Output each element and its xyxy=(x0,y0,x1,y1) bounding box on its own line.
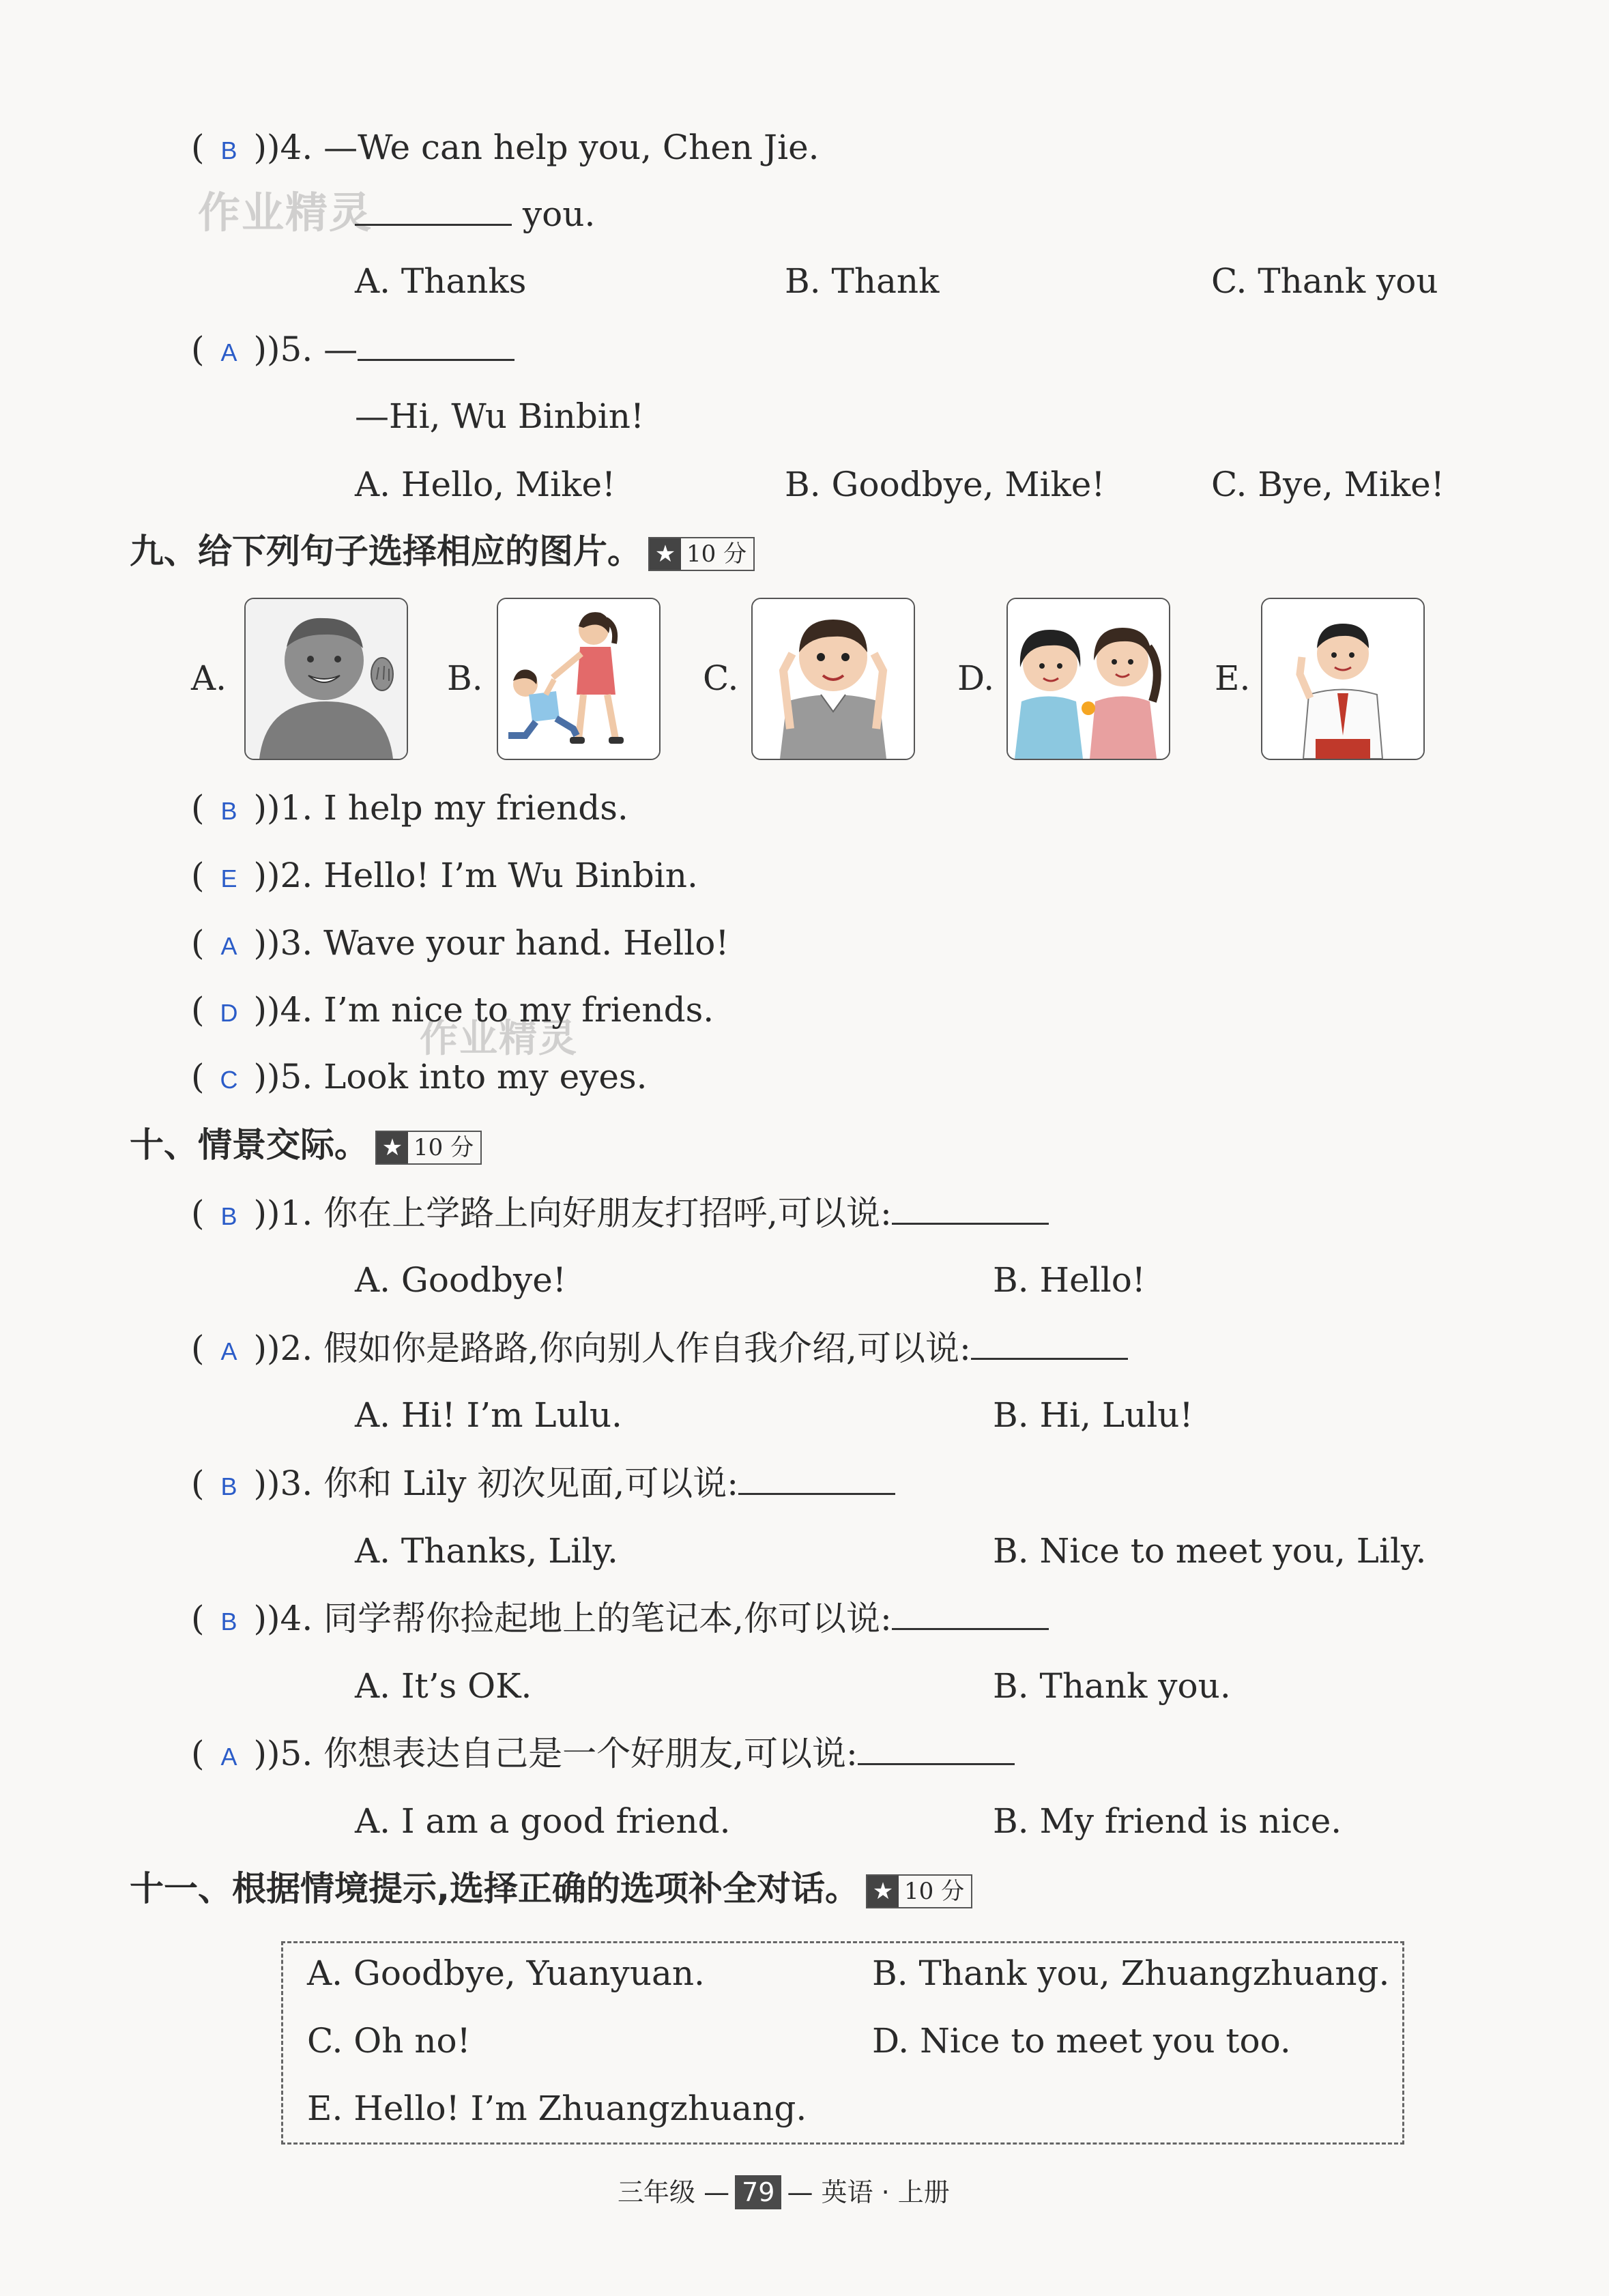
option-c: C. Bye, Mike! xyxy=(1211,465,1445,504)
score-badge: ★ 10 分 xyxy=(648,537,755,571)
option-b: B. Thank you. xyxy=(993,1666,1231,1706)
option-b: B. Thank xyxy=(785,261,940,301)
question-row: ( A ))5. — xyxy=(191,329,514,373)
question-text: you. xyxy=(512,194,596,234)
question-number: )5. xyxy=(267,1734,313,1773)
option-c: C. Thank you xyxy=(1211,261,1438,301)
watermark: 作业精灵 xyxy=(198,188,373,237)
answer-mark: B xyxy=(220,1608,237,1636)
picture-a-waving-boy xyxy=(244,598,408,760)
answer-blank xyxy=(355,197,512,226)
option-b: B. Nice to meet you, Lily. xyxy=(993,1531,1427,1571)
question-number: )4. xyxy=(267,1599,313,1638)
question-text: 你和 Lily 初次见面,可以说: xyxy=(323,1464,739,1503)
page-number: 79 xyxy=(735,2175,781,2209)
question-number: )1. xyxy=(267,1193,313,1233)
question-text: —We can help you, Chen Jie. xyxy=(323,128,820,167)
question-row: ( E ))2. Hello! I’m Wu Binbin. xyxy=(191,855,698,899)
picture-c-look-into-eyes xyxy=(751,598,915,760)
dialog-option-a: A. Goodbye, Yuanyuan. xyxy=(307,1953,705,1993)
answer-mark: A xyxy=(220,1337,237,1365)
picture-label-d: D. xyxy=(957,658,995,698)
question-text: Look into my eyes. xyxy=(323,1057,648,1096)
question-text: 你在上学路上向好朋友打招呼,可以说: xyxy=(323,1193,892,1233)
option-a: A. Goodbye! xyxy=(355,1260,566,1300)
question-text: — xyxy=(323,330,358,369)
answer-mark: D xyxy=(220,999,238,1027)
answer-mark: A xyxy=(220,338,237,366)
question-row: ( B ))4. —We can help you, Chen Jie. xyxy=(191,127,820,171)
question-row: ( D ))4. I’m nice to my friends. xyxy=(191,989,714,1034)
answer-mark: B xyxy=(220,1472,237,1500)
option-a: A. Hi! I’m Lulu. xyxy=(355,1395,622,1435)
question-text: I’m nice to my friends. xyxy=(323,990,714,1030)
dialog-option-c: C. Oh no! xyxy=(307,2021,471,2061)
question-number: )2. xyxy=(267,1328,313,1368)
question-row: ( B ))1. 你在上学路上向好朋友打招呼,可以说: xyxy=(191,1193,1049,1237)
question-row: ( B ))4. 同学帮你捡起地上的笔记本,你可以说: xyxy=(191,1598,1049,1642)
question-number: )3. xyxy=(267,923,313,963)
footer-subject: — 英语 · 上册 xyxy=(787,2177,950,2207)
question-row: ( C ))5. Look into my eyes. xyxy=(191,1056,648,1101)
answer-mark: B xyxy=(220,1202,237,1230)
footer-grade: 三年级 — xyxy=(618,2177,730,2207)
answer-blank xyxy=(971,1331,1128,1360)
option-a: A. Hello, Mike! xyxy=(355,465,616,504)
section-heading xyxy=(130,1868,972,1909)
question-row: ( B ))3. 你和 Lily 初次见面,可以说: xyxy=(191,1463,895,1507)
answer-blank xyxy=(738,1466,895,1495)
score-badge: ★ 10 分 xyxy=(375,1131,482,1165)
question-number: )5. xyxy=(267,1057,313,1096)
question-row: ( A ))2. 假如你是路路,你向别人作自我介绍,可以说: xyxy=(191,1328,1128,1372)
answer-mark: E xyxy=(220,864,237,892)
section-title: 十一、根据情境提示,选择正确的选项补全对话。 xyxy=(130,1869,859,1908)
option-b: B. Hi, Lulu! xyxy=(993,1395,1193,1435)
question-number: )5. xyxy=(267,330,313,369)
watermark: 作业精灵 xyxy=(420,1017,578,1061)
question-text: 假如你是路路,你向别人作自我介绍,可以说: xyxy=(323,1328,971,1368)
star-icon: ★ xyxy=(867,1876,899,1907)
question-line: —Hi, Wu Binbin! xyxy=(355,396,645,436)
star-icon: ★ xyxy=(377,1132,408,1163)
option-a: A. It’s OK. xyxy=(355,1666,532,1706)
section-heading xyxy=(130,1124,482,1165)
question-text: I help my friends. xyxy=(323,788,628,828)
picture-label-a: A. xyxy=(191,658,227,698)
question-number: )4. xyxy=(267,990,313,1030)
question-row: ( A ))3. Wave your hand. Hello! xyxy=(191,922,729,967)
option-a: A. Thanks, Lily. xyxy=(355,1531,618,1571)
option-a: A. I am a good friend. xyxy=(355,1801,731,1841)
page-footer xyxy=(618,2175,950,2209)
question-number: )3. xyxy=(267,1464,313,1503)
picture-e-self-introduction xyxy=(1261,598,1425,760)
answer-mark: B xyxy=(220,797,237,825)
question-text: 你想表达自己是一个好朋友,可以说: xyxy=(323,1734,858,1773)
dialog-option-b: B. Thank you, Zhuangzhuang. xyxy=(872,1953,1390,1993)
question-number: )1. xyxy=(267,788,313,828)
option-b: B. My friend is nice. xyxy=(993,1801,1342,1841)
picture-b-helping-friend xyxy=(497,598,661,760)
question-row: ( B ))1. I help my friends. xyxy=(191,787,628,832)
picture-label-e: E. xyxy=(1215,658,1251,698)
answer-mark: C xyxy=(220,1066,238,1094)
question-line xyxy=(355,194,595,235)
section-title: 十、情景交际。 xyxy=(130,1125,368,1165)
question-number: )2. xyxy=(267,856,313,895)
question-text: Hello! I’m Wu Binbin. xyxy=(323,856,698,895)
dialog-option-d: D. Nice to meet you too. xyxy=(872,2021,1291,2061)
picture-d-nice-to-friends xyxy=(1006,598,1170,760)
answer-blank xyxy=(358,332,514,361)
answer-blank xyxy=(858,1736,1015,1765)
question-text: 同学帮你捡起地上的笔记本,你可以说: xyxy=(323,1599,892,1638)
section-title: 九、给下列句子选择相应的图片。 xyxy=(130,532,641,571)
answer-mark: B xyxy=(220,136,237,164)
answer-mark: A xyxy=(220,1743,237,1771)
question-row: ( A ))5. 你想表达自己是一个好朋友,可以说: xyxy=(191,1733,1015,1777)
picture-label-b: B. xyxy=(447,658,483,698)
star-icon: ★ xyxy=(650,538,681,570)
answer-blank xyxy=(892,1195,1049,1225)
question-text: Wave your hand. Hello! xyxy=(323,923,729,963)
score-badge: ★ 10 分 xyxy=(866,1874,972,1908)
dialog-option-e: E. Hello! I’m Zhuangzhuang. xyxy=(307,2089,807,2128)
option-b: B. Hello! xyxy=(993,1260,1146,1300)
question-number: )4. xyxy=(267,128,313,167)
section-heading xyxy=(130,531,755,572)
option-b: B. Goodbye, Mike! xyxy=(785,465,1105,504)
picture-label-c: C. xyxy=(703,658,739,698)
answer-mark: A xyxy=(220,932,237,960)
answer-blank xyxy=(892,1601,1049,1630)
option-a: A. Thanks xyxy=(355,261,527,301)
